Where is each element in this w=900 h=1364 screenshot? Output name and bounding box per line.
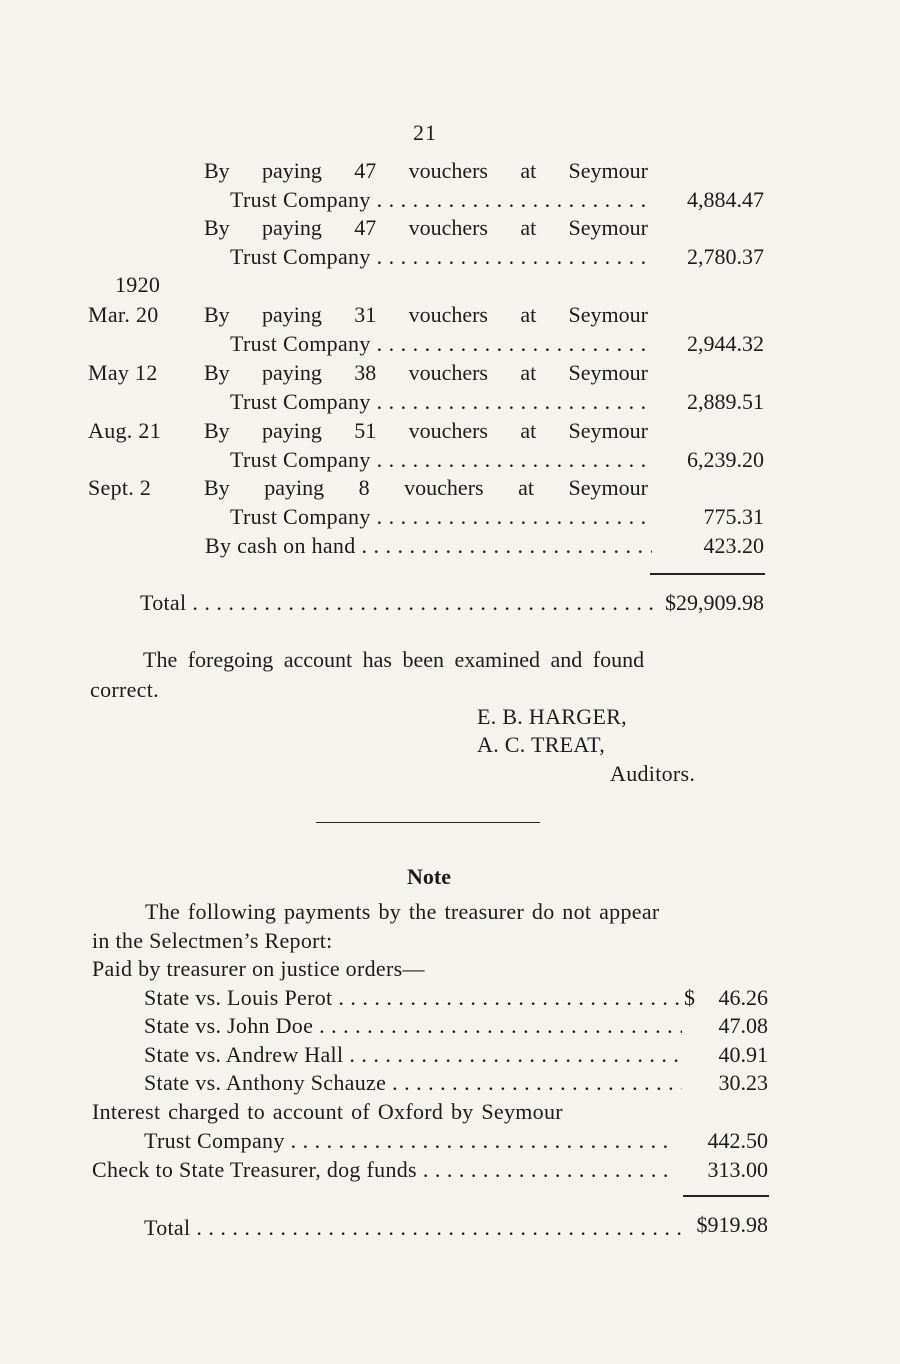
entry-description-line2: Trust Company . . .: [230, 503, 652, 531]
justice-order-label: State vs. Anthony Schauze . . .: [144, 1069, 682, 1097]
total-rule: [650, 573, 765, 575]
ledger-total-amount: $29,909.98: [665, 590, 764, 615]
entry-date: Sept. 2: [88, 475, 152, 500]
note-total-rule: [683, 1195, 769, 1197]
entry-description-line2: Trust Company . . .: [230, 330, 652, 358]
entry-date: Aug. 21: [88, 418, 161, 443]
entry-description-line1: By paying 47 vouchers at Seymour: [204, 158, 648, 183]
entry-description-line1: By paying 8 vouchers at Seymour: [204, 475, 648, 500]
entry-description-line1: By paying 31 vouchers at Seymour: [204, 302, 648, 327]
statement-line1: The foregoing account has been examined and found: [143, 647, 645, 672]
entry-amount: 6,239.20: [687, 447, 764, 472]
entry-date: May 12: [88, 360, 158, 385]
justice-order-amount: 30.23: [718, 1070, 768, 1095]
justice-order-label: State vs. John Doe . . .: [144, 1012, 682, 1040]
section-divider: [316, 822, 540, 823]
entry-description-line2: Trust Company . . .: [230, 186, 652, 214]
interest-line1: Interest charged to account of Oxford by Seymour: [92, 1099, 563, 1124]
note-heading: Note: [407, 864, 451, 889]
entry-amount: 4,884.47: [687, 187, 764, 212]
justice-order-amount: 40.91: [718, 1042, 768, 1067]
cash-on-hand-label: By cash on hand . . .: [205, 532, 652, 560]
entry-description-line2: Trust Company . . .: [230, 446, 652, 474]
ledger-total-label: Total . . .: [140, 589, 655, 617]
justice-order-amount: 46.26: [718, 985, 768, 1010]
note-intro-line2: in the Selectmen’s Report:: [92, 928, 333, 953]
entry-date: Mar. 20: [88, 302, 159, 327]
interest-amount: 442.50: [707, 1128, 768, 1153]
entry-amount: 2,944.32: [687, 331, 764, 356]
entry-amount: 775.31: [703, 504, 764, 529]
ledger-year: 1920: [115, 272, 161, 297]
entry-description-line1: By paying 38 vouchers at Seymour: [204, 360, 648, 385]
entry-description-line1: By paying 47 vouchers at Seymour: [204, 215, 648, 240]
statement-line2: correct.: [90, 677, 159, 702]
auditor-name-1: E. B. HARGER,: [477, 704, 627, 729]
entry-description-line2: Trust Company . . .: [230, 243, 652, 271]
currency-symbol: $: [684, 985, 696, 1010]
entry-description-line1: By paying 51 vouchers at Seymour: [204, 418, 648, 443]
justice-order-label: State vs. Louis Perot . . .: [144, 984, 682, 1012]
page-number: 21: [413, 120, 437, 145]
dog-funds-amount: 313.00: [707, 1157, 768, 1182]
interest-line2: Trust Company . . .: [144, 1127, 668, 1155]
note-intro-line1: The following payments by the treasurer do not appear: [145, 899, 660, 924]
auditor-name-2: A. C. TREAT,: [477, 732, 606, 757]
note-total-label: Total . . .: [144, 1214, 687, 1242]
justice-order-amount: 47.08: [718, 1013, 768, 1038]
note-total-amount: $919.98: [696, 1212, 768, 1237]
justice-order-label: State vs. Andrew Hall . . .: [144, 1041, 682, 1069]
justice-orders-header: Paid by treasurer on justice orders—: [92, 956, 425, 981]
dog-funds-label: Check to State Treasurer, dog funds . . .: [92, 1156, 668, 1184]
entry-amount: 2,780.37: [687, 244, 764, 269]
entry-description-line2: Trust Company . . .: [230, 388, 652, 416]
cash-on-hand-amount: 423.20: [703, 533, 764, 558]
auditors-title: Auditors.: [610, 761, 696, 786]
entry-amount: 2,889.51: [687, 389, 764, 414]
